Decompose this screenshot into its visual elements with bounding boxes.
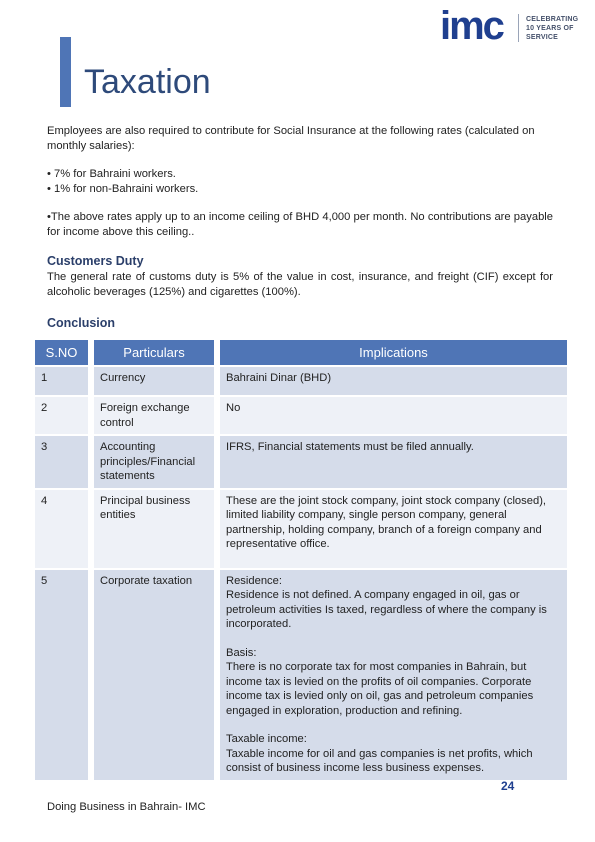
rate-list-item: • 7% for Bahraini workers.: [47, 168, 176, 180]
implication-text: These are the joint stock company, joint stock company (closed), limited liability company, single person company, general partnership, holding company, branch of a foreign company and representative office.: [226, 494, 547, 550]
table-header-row: [35, 340, 567, 365]
cell-particular: Foreign exchange control: [88, 397, 214, 434]
column-header-sno: S.NO: [35, 340, 88, 365]
table-row: [35, 436, 567, 488]
cell-implications: [214, 367, 567, 395]
cell-sno: 1: [35, 367, 88, 395]
table-row: [35, 397, 567, 434]
cell-particular: Accounting principles/Financial statements: [88, 436, 214, 488]
cell-particular: Currency: [88, 367, 214, 395]
cell-sno: 4: [35, 490, 88, 568]
imc-logo: [440, 6, 590, 46]
implication-subheading: Residence:: [226, 574, 282, 587]
implication-spacer: [226, 718, 561, 732]
page-number: 24: [501, 779, 515, 793]
implication-subheading: Taxable income:: [226, 733, 307, 745]
page-title: Taxation: [84, 63, 211, 101]
cell-particular: Corporate taxation: [88, 570, 214, 780]
cell-sno: 2: [35, 397, 88, 434]
cell-particular: Principal business entities: [88, 490, 214, 568]
cell-implications: [214, 397, 567, 434]
rate-list: [47, 167, 553, 196]
implication-spacer: [226, 632, 561, 646]
footer-text: Doing Business in Bahrain- IMC: [47, 801, 206, 813]
implication-text: IFRS, Financial statements must be filed annually.: [226, 441, 474, 453]
logo-tagline-line: CELEBRATING: [526, 16, 579, 23]
table-row: [35, 570, 567, 780]
logo-mark: imc: [440, 4, 503, 48]
logo-tagline: [526, 15, 578, 42]
implication-text: No: [226, 402, 241, 414]
logo-divider: [518, 14, 519, 42]
logo-tagline-line: SERVICE: [526, 34, 559, 41]
implication-text: There is no corporate tax for most companies in Bahrain, but income tax is levied on the profits of oil companies. Corporate income tax is levied only on oil, gas and petroleum companies engaged in exploration, production and refining.: [226, 661, 534, 717]
customs-paragraph: The general rate of customs duty is 5% of the value in cost, insurance, and freight (CIF) except for alcoholic beverages (125%) and cigarettes (100%).: [47, 271, 553, 298]
cell-implications: [214, 570, 567, 780]
implication-text: Residence is not defined. A company engaged in oil, gas or petroleum activities Is taxed, regardless of where the company is incorporated.: [226, 589, 547, 630]
cell-implications: [214, 490, 567, 568]
cell-implications: [214, 436, 567, 488]
rate-list-item: • 1% for non-Bahraini workers.: [47, 182, 199, 195]
logo-tagline-line: 10 YEARS OF: [526, 25, 574, 32]
implication-subheading: Basis:: [226, 646, 257, 659]
implication-text: Bahraini Dinar (BHD): [226, 372, 332, 384]
table-row: [35, 490, 567, 568]
customs-heading: Customers Duty: [47, 254, 144, 268]
cell-sno: 3: [35, 436, 88, 488]
conclusion-table: [35, 338, 567, 782]
column-header-implications: Implications: [214, 340, 567, 365]
cell-sno: 5: [35, 570, 88, 780]
title-accent-bar: [60, 37, 71, 107]
intro-paragraph: Employees are also required to contribute for Social Insurance at the following rates (calculated on monthly salaries):: [47, 125, 535, 152]
ceiling-note: •The above rates apply up to an income ceiling of BHD 4,000 per month. No contributions are payable for income above this ceiling..: [47, 211, 553, 238]
implication-text: Taxable income for oil and gas companies is net profits, which consist of business income less business expenses.: [226, 747, 533, 774]
conclusion-heading: Conclusion: [47, 316, 116, 330]
table-row: [35, 367, 567, 395]
column-header-particulars: Particulars: [88, 340, 214, 365]
